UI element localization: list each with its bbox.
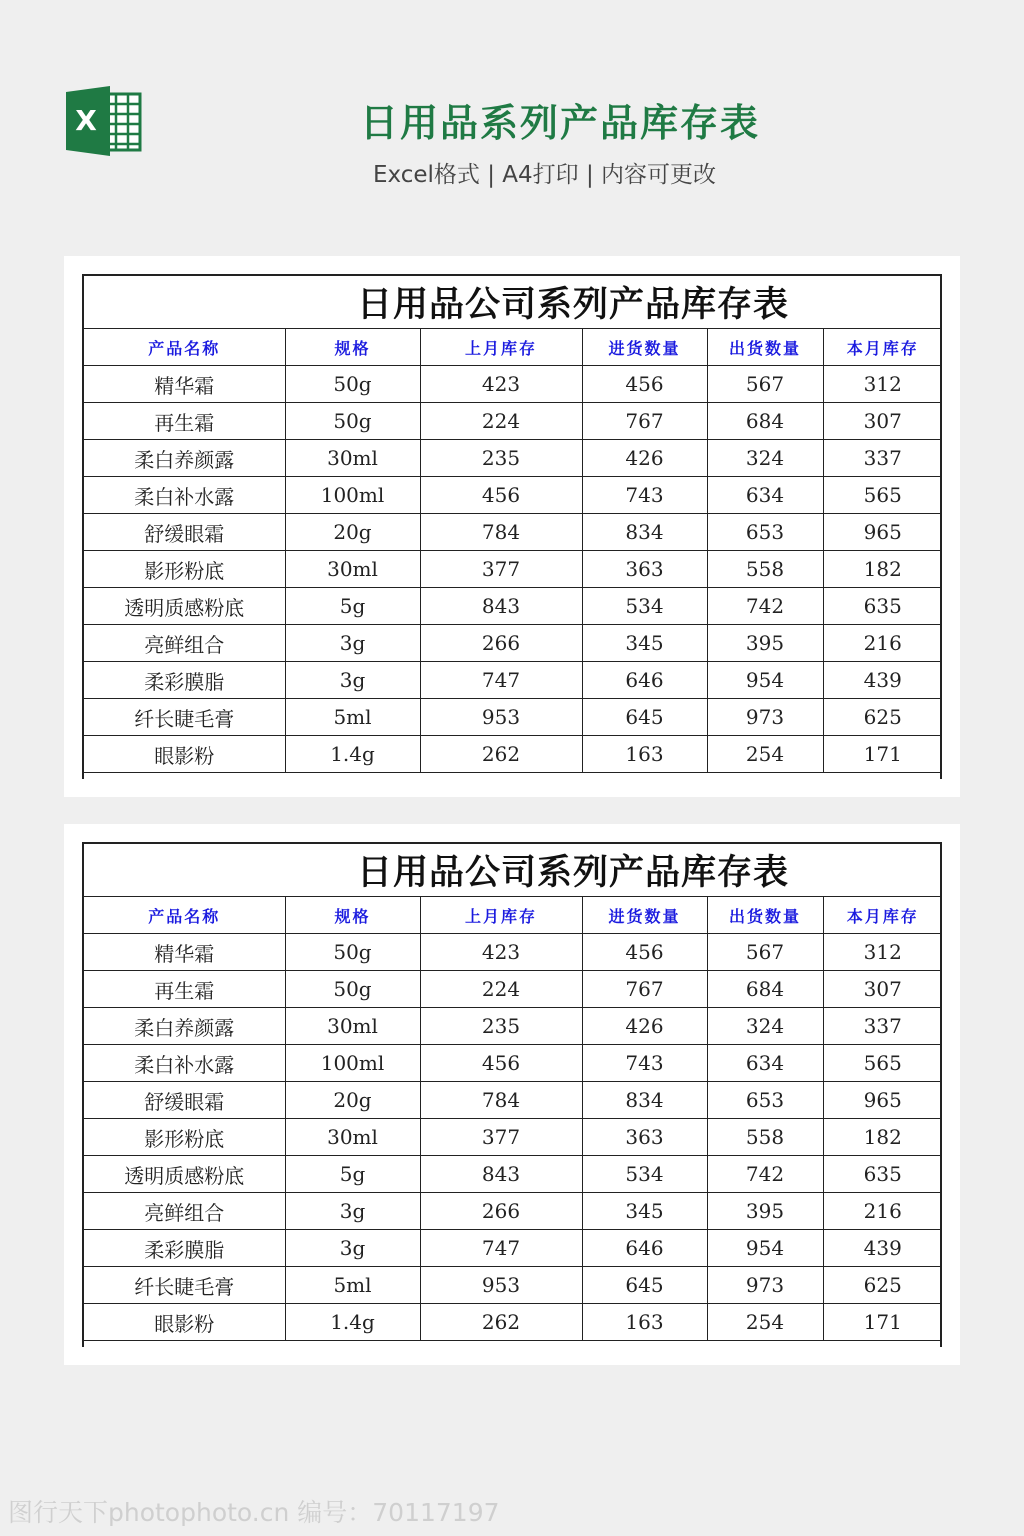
table-cell: 625 <box>823 1267 942 1304</box>
table-cell: 100ml <box>285 1045 420 1082</box>
table-cell: 影形粉底 <box>84 1119 285 1156</box>
sheet-title: 日用品公司系列产品库存表 <box>84 276 942 329</box>
table-row <box>84 403 942 440</box>
table-cell: 163 <box>582 736 707 773</box>
table-row <box>84 625 942 662</box>
table-cell: 纤长睫毛膏 <box>84 1267 285 1304</box>
table-cell: 973 <box>707 699 823 736</box>
column-header: 本月库存 <box>823 329 942 366</box>
sheet-title-row <box>84 276 942 329</box>
table-cell: 5g <box>285 1156 420 1193</box>
column-header: 进货数量 <box>582 897 707 934</box>
column-header: 进货数量 <box>582 329 707 366</box>
spreadsheet-preview-1 <box>64 256 960 797</box>
table-cell: 182 <box>823 551 942 588</box>
table-cell: 精华霜 <box>84 934 285 971</box>
table-cell: 262 <box>420 1304 582 1341</box>
table-row <box>84 477 942 514</box>
table-cell: 3g <box>285 625 420 662</box>
table-cell: 834 <box>582 514 707 551</box>
table-cell: 3g <box>285 1230 420 1267</box>
table-cell: 影形粉底 <box>84 551 285 588</box>
table-cell: 742 <box>707 588 823 625</box>
table-row <box>84 662 942 699</box>
table-row <box>84 366 942 403</box>
table-cell: 1.4g <box>285 736 420 773</box>
table-cell: 50g <box>285 934 420 971</box>
table-cell: 30ml <box>285 551 420 588</box>
table-cell: 743 <box>582 1045 707 1082</box>
page-header <box>0 0 1024 230</box>
column-header: 规格 <box>285 897 420 934</box>
table-cell: 171 <box>823 736 942 773</box>
table-cell: 50g <box>285 971 420 1008</box>
svg-text:X: X <box>75 104 97 137</box>
table-cell: 784 <box>420 1082 582 1119</box>
table-cell: 眼影粉 <box>84 1304 285 1341</box>
table-cell: 684 <box>707 403 823 440</box>
table-cell: 653 <box>707 1082 823 1119</box>
table-cell: 954 <box>707 662 823 699</box>
table-cell: 20g <box>285 514 420 551</box>
table-cell: 747 <box>420 1230 582 1267</box>
table-cell: 965 <box>823 1082 942 1119</box>
table-cell: 784 <box>420 514 582 551</box>
table-cell: 307 <box>823 971 942 1008</box>
table-cell: 567 <box>707 934 823 971</box>
table-cell: 柔彩膜脂 <box>84 662 285 699</box>
table-cell: 426 <box>582 440 707 477</box>
table-cell: 635 <box>823 1156 942 1193</box>
table-row <box>84 736 942 773</box>
table-cell: 646 <box>582 1230 707 1267</box>
table-cell: 426 <box>582 1008 707 1045</box>
inventory-sheet <box>82 842 942 1347</box>
table-row <box>84 1267 942 1304</box>
table-cell: 50g <box>285 403 420 440</box>
table-cell: 柔彩膜脂 <box>84 1230 285 1267</box>
table-cell: 266 <box>420 625 582 662</box>
table-cell: 再生霜 <box>84 971 285 1008</box>
column-header: 产品名称 <box>84 897 285 934</box>
table-cell: 742 <box>707 1156 823 1193</box>
table-cell: 634 <box>707 1045 823 1082</box>
table-row <box>84 440 942 477</box>
page-title: 日用品系列产品库存表 <box>360 101 761 145</box>
table-row <box>84 1119 942 1156</box>
page-subtitle: Excel格式 | A4打印 | 内容可更改 <box>373 162 717 188</box>
table-cell: 3g <box>285 1193 420 1230</box>
table-cell: 235 <box>420 440 582 477</box>
table-cell: 439 <box>823 662 942 699</box>
table-cell: 柔白养颜露 <box>84 1008 285 1045</box>
table-cell: 柔白养颜露 <box>84 440 285 477</box>
table-cell: 5ml <box>285 1267 420 1304</box>
column-header: 产品名称 <box>84 329 285 366</box>
table-row <box>84 1156 942 1193</box>
table-cell: 312 <box>823 934 942 971</box>
table-cell: 亮鲜组合 <box>84 625 285 662</box>
table-cell: 834 <box>582 1082 707 1119</box>
table-cell: 柔白补水露 <box>84 1045 285 1082</box>
table-cell: 216 <box>823 625 942 662</box>
table-cell: 743 <box>582 477 707 514</box>
watermark: 图行天下photophoto.cn 编号：70117197 <box>8 1498 500 1527</box>
table-cell: 精华霜 <box>84 366 285 403</box>
table-cell: 395 <box>707 625 823 662</box>
table-cell: 224 <box>420 403 582 440</box>
table-cell: 684 <box>707 971 823 1008</box>
table-cell: 843 <box>420 1156 582 1193</box>
table-cell: 965 <box>823 514 942 551</box>
table-cell: 456 <box>420 1045 582 1082</box>
table-cell: 558 <box>707 551 823 588</box>
table-row <box>84 971 942 1008</box>
table-cell: 224 <box>420 971 582 1008</box>
table-cell: 645 <box>582 699 707 736</box>
table-cell: 262 <box>420 736 582 773</box>
table-cell: 953 <box>420 699 582 736</box>
table-cell: 171 <box>823 1304 942 1341</box>
table-cell: 534 <box>582 588 707 625</box>
column-header: 上月库存 <box>420 897 582 934</box>
table-cell: 5ml <box>285 699 420 736</box>
column-header-row <box>84 897 942 934</box>
table-cell: 377 <box>420 1119 582 1156</box>
table-cell: 1.4g <box>285 1304 420 1341</box>
sheet-title: 日用品公司系列产品库存表 <box>84 844 942 897</box>
table-cell: 254 <box>707 736 823 773</box>
table-cell: 纤长睫毛膏 <box>84 699 285 736</box>
table-cell: 亮鲜组合 <box>84 1193 285 1230</box>
table-cell: 100ml <box>285 477 420 514</box>
table-cell: 眼影粉 <box>84 736 285 773</box>
table-cell: 635 <box>823 588 942 625</box>
table-cell: 646 <box>582 662 707 699</box>
table-cell: 透明质感粉底 <box>84 1156 285 1193</box>
table-cell: 645 <box>582 1267 707 1304</box>
table-cell: 565 <box>823 477 942 514</box>
table-cell: 345 <box>582 1193 707 1230</box>
table-cell: 30ml <box>285 1119 420 1156</box>
table-cell: 653 <box>707 514 823 551</box>
table-cell: 324 <box>707 440 823 477</box>
table-cell: 567 <box>707 366 823 403</box>
column-header-row <box>84 329 942 366</box>
table-cell: 透明质感粉底 <box>84 588 285 625</box>
table-cell: 954 <box>707 1230 823 1267</box>
table-cell: 舒缓眼霜 <box>84 514 285 551</box>
table-cell: 973 <box>707 1267 823 1304</box>
table-cell: 843 <box>420 588 582 625</box>
table-cell: 767 <box>582 971 707 1008</box>
table-cell: 953 <box>420 1267 582 1304</box>
inventory-table <box>84 276 942 773</box>
table-cell: 345 <box>582 625 707 662</box>
table-cell: 20g <box>285 1082 420 1119</box>
table-cell: 558 <box>707 1119 823 1156</box>
spreadsheet-preview-2 <box>64 824 960 1365</box>
table-cell: 312 <box>823 366 942 403</box>
table-cell: 163 <box>582 1304 707 1341</box>
table-cell: 266 <box>420 1193 582 1230</box>
table-cell: 216 <box>823 1193 942 1230</box>
column-header: 出货数量 <box>707 897 823 934</box>
table-cell: 舒缓眼霜 <box>84 1082 285 1119</box>
table-cell: 363 <box>582 1119 707 1156</box>
inventory-sheet <box>82 274 942 779</box>
table-cell: 30ml <box>285 440 420 477</box>
table-cell: 439 <box>823 1230 942 1267</box>
table-cell: 307 <box>823 403 942 440</box>
table-cell: 50g <box>285 366 420 403</box>
table-cell: 534 <box>582 1156 707 1193</box>
sheet-title-row <box>84 844 942 897</box>
table-cell: 767 <box>582 403 707 440</box>
inventory-table <box>84 844 942 1341</box>
table-row <box>84 514 942 551</box>
table-cell: 377 <box>420 551 582 588</box>
table-cell: 337 <box>823 1008 942 1045</box>
excel-icon <box>66 86 142 156</box>
table-row <box>84 588 942 625</box>
table-row <box>84 1304 942 1341</box>
table-row <box>84 1045 942 1082</box>
table-cell: 625 <box>823 699 942 736</box>
table-cell: 363 <box>582 551 707 588</box>
table-cell: 634 <box>707 477 823 514</box>
column-header: 本月库存 <box>823 897 942 934</box>
table-cell: 456 <box>582 934 707 971</box>
column-header: 上月库存 <box>420 329 582 366</box>
table-cell: 423 <box>420 934 582 971</box>
table-cell: 337 <box>823 440 942 477</box>
table-row <box>84 1193 942 1230</box>
column-header: 规格 <box>285 329 420 366</box>
table-cell: 柔白补水露 <box>84 477 285 514</box>
table-row <box>84 551 942 588</box>
table-cell: 423 <box>420 366 582 403</box>
table-cell: 456 <box>582 366 707 403</box>
table-row <box>84 1082 942 1119</box>
table-cell: 30ml <box>285 1008 420 1045</box>
table-row <box>84 699 942 736</box>
table-row <box>84 1008 942 1045</box>
table-cell: 3g <box>285 662 420 699</box>
table-cell: 再生霜 <box>84 403 285 440</box>
table-cell: 456 <box>420 477 582 514</box>
table-cell: 747 <box>420 662 582 699</box>
table-cell: 254 <box>707 1304 823 1341</box>
table-cell: 182 <box>823 1119 942 1156</box>
table-row <box>84 934 942 971</box>
table-cell: 395 <box>707 1193 823 1230</box>
table-cell: 5g <box>285 588 420 625</box>
table-cell: 324 <box>707 1008 823 1045</box>
column-header: 出货数量 <box>707 329 823 366</box>
table-row <box>84 1230 942 1267</box>
table-cell: 235 <box>420 1008 582 1045</box>
table-cell: 565 <box>823 1045 942 1082</box>
